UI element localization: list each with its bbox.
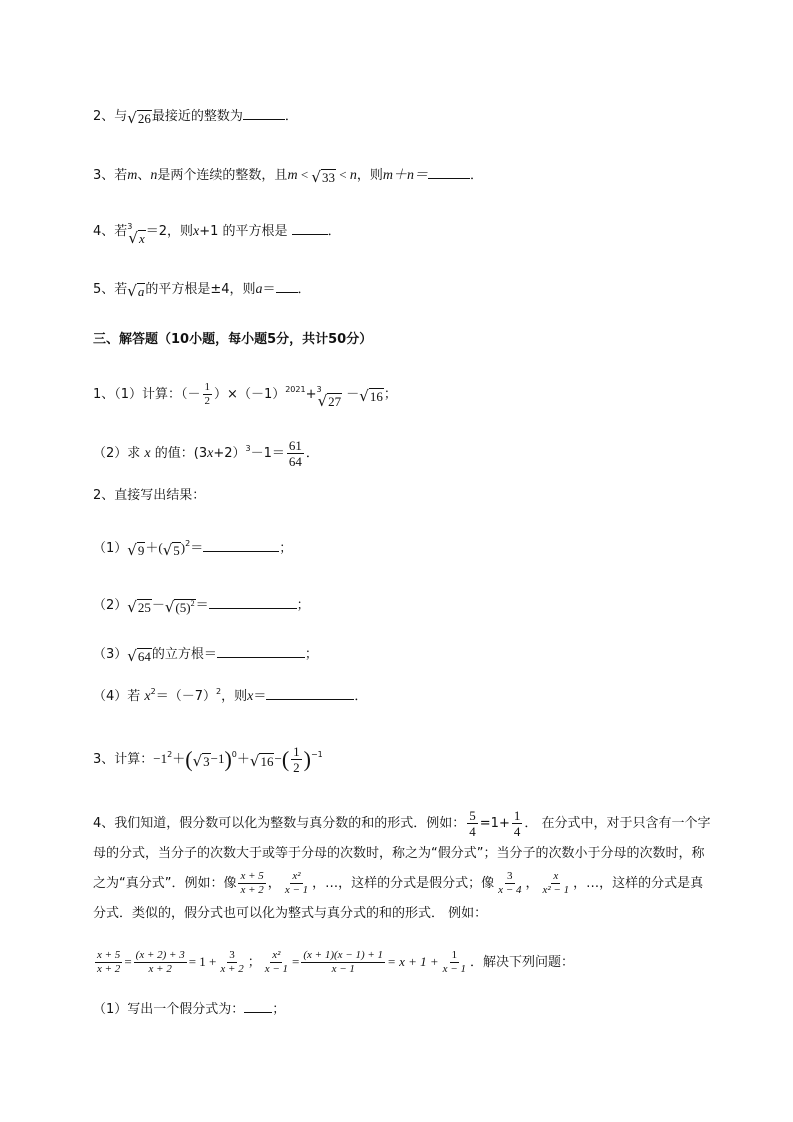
solve-question-2-part-1: （1） √ 9 ＋( √ 5 )$^2$＝ ； (93, 539, 293, 559)
solve-question-1-part-2: （2）求 x 的值：(3x+2）$^3$－1＝ $\frac{61}{64}$ ． (93, 438, 319, 469)
question-text: 2、与 (93, 109, 128, 124)
fraction: $\frac{(x + 1)(x - 1) + 1}{x - 1}$ (303, 949, 384, 975)
section-heading: 三、解答题（10小题，每小题5分，共计50分） (93, 332, 373, 347)
cube-root: 3 √ x (127, 222, 145, 247)
square-root: √ 5 (162, 541, 180, 559)
solve-question-2-part-2: （2） √ 25 － √ $(5)^2$ ＝ ； (93, 597, 310, 616)
fraction: $\frac{x + 5}{x + 2}$ (97, 949, 121, 975)
fill-question-5: 5、若 √ a 的平方根是±4，则a＝ ． (93, 282, 311, 300)
square-root: √ 64 (127, 647, 151, 665)
square-root: √ 16 (249, 752, 274, 770)
square-root: √ 26 (127, 109, 151, 127)
square-root: √ $(5)^2$ (164, 598, 195, 616)
solve-question-4-part-1: （1）写出一个假分式为： ； (93, 1002, 286, 1017)
answer-blank[interactable] (217, 645, 305, 658)
answer-blank[interactable] (292, 222, 328, 235)
fraction: $\frac{3}{x + 2}$ (220, 949, 244, 975)
solve-question-1-part-1: 1、（1）计算：（－ $\frac{1}{2}$ ）$\times(-1)^{2021}+$ 3 √ 27 － √ 16 ； (93, 381, 397, 410)
solve-question-4-text: 4、我们知道，假分数可以化为整数与真分数的和的形式．例如： $\frac{5}{4}$ =1+ $\frac{1}{4}$ ． 在分式中，对于只含有一个字母的分式，当分子的次数大于或等于分母的次数时，称之为“假分式”；当分子的次数小于分母的次数时，称之为“真分式”．例如：像 $\frac{x + 5}{x + 2}$ ， $\frac{\text{x²}}{x - 1}$ ，…，这样的分式是假分式；像 $\frac{3}{x - 4}$ ， $\frac{x}{\text{x² − 1}}$ ，…，这样的分式是真分式．类似的，假分式也可以化为整式与真分式的和的形式． 例如： (93, 808, 711, 921)
fraction: $\frac{x}{\text{x² − 1}}$ (542, 870, 570, 896)
answer-blank[interactable] (266, 687, 354, 700)
answer-blank[interactable] (209, 596, 297, 609)
square-root: √ 33 (311, 168, 335, 186)
solve-question-4-examples: $\frac{x + 5}{x + 2}$ = $\frac{(x + 2) + 3}{x + 2}$ = 1 + $\frac{3}{x + 2}$ ； $\frac{\text{x²}}{x - 1}$ = $\frac{(x + 1)(x - 1) + 1}{x - 1}$ = x + 1 + $\frac{1}{x - 1}$ ．解决下列问题： (97, 949, 574, 975)
fraction: $\frac{3}{x - 4}$ (498, 870, 522, 896)
answer-blank[interactable] (428, 166, 470, 179)
fraction: $\frac{\text{x²}}{x - 1}$ (284, 870, 309, 896)
cube-root: 3 √ 27 (316, 385, 342, 410)
fraction: $\frac{1}{x - 1}$ (442, 949, 466, 975)
square-root: √ 3 (192, 752, 210, 770)
solve-question-2-title: 2、直接写出结果： (93, 488, 206, 503)
answer-blank[interactable] (244, 1000, 272, 1013)
fraction: $\frac{(x + 2) + 3}{x + 2}$ (135, 949, 185, 975)
fraction: $\frac{1}{2}$ (204, 381, 211, 407)
square-root: √ 25 (127, 598, 151, 616)
solve-question-2-part-3: （3） √ 64 的立方根＝ ； (93, 647, 318, 665)
fill-question-4: 4、若 3 √ x ＝2，则x+1 的平方根是 ． (93, 222, 341, 247)
answer-blank[interactable] (276, 280, 298, 293)
square-root: √ a (127, 282, 145, 300)
solve-question-3: 3、计算：$-1^2+$( √ 3 −1)$^0$＋ √ 16 −( $\frac{1}{2}$ )$^{-1}$ (93, 744, 323, 775)
fill-question-2: 2、与 √ 26 最接近的整数为 ． (93, 109, 298, 127)
fraction: $\frac{x + 5}{x + 2}$ (240, 870, 264, 896)
fraction: $\frac{5}{4}$ (469, 808, 476, 839)
answer-blank[interactable] (203, 539, 279, 552)
square-root: √ 9 (127, 541, 145, 559)
answer-blank[interactable] (243, 107, 285, 120)
square-root: √ 16 (359, 387, 383, 405)
fraction: $\frac{61}{64}$ (288, 438, 302, 469)
fraction: $\frac{1}{2}$ (293, 744, 300, 775)
fraction: $\frac{1}{4}$ (513, 808, 521, 839)
solve-question-2-part-4: （4）若 $x^2=(-7)^2$，则x＝ ． (93, 687, 368, 704)
fraction: $\frac{\text{x²}}{x - 1}$ (264, 949, 289, 975)
fill-question-3: 3、若m、n是两个连续的整数，且m < √ 33 < n，则m＋n＝ ． (93, 167, 483, 186)
